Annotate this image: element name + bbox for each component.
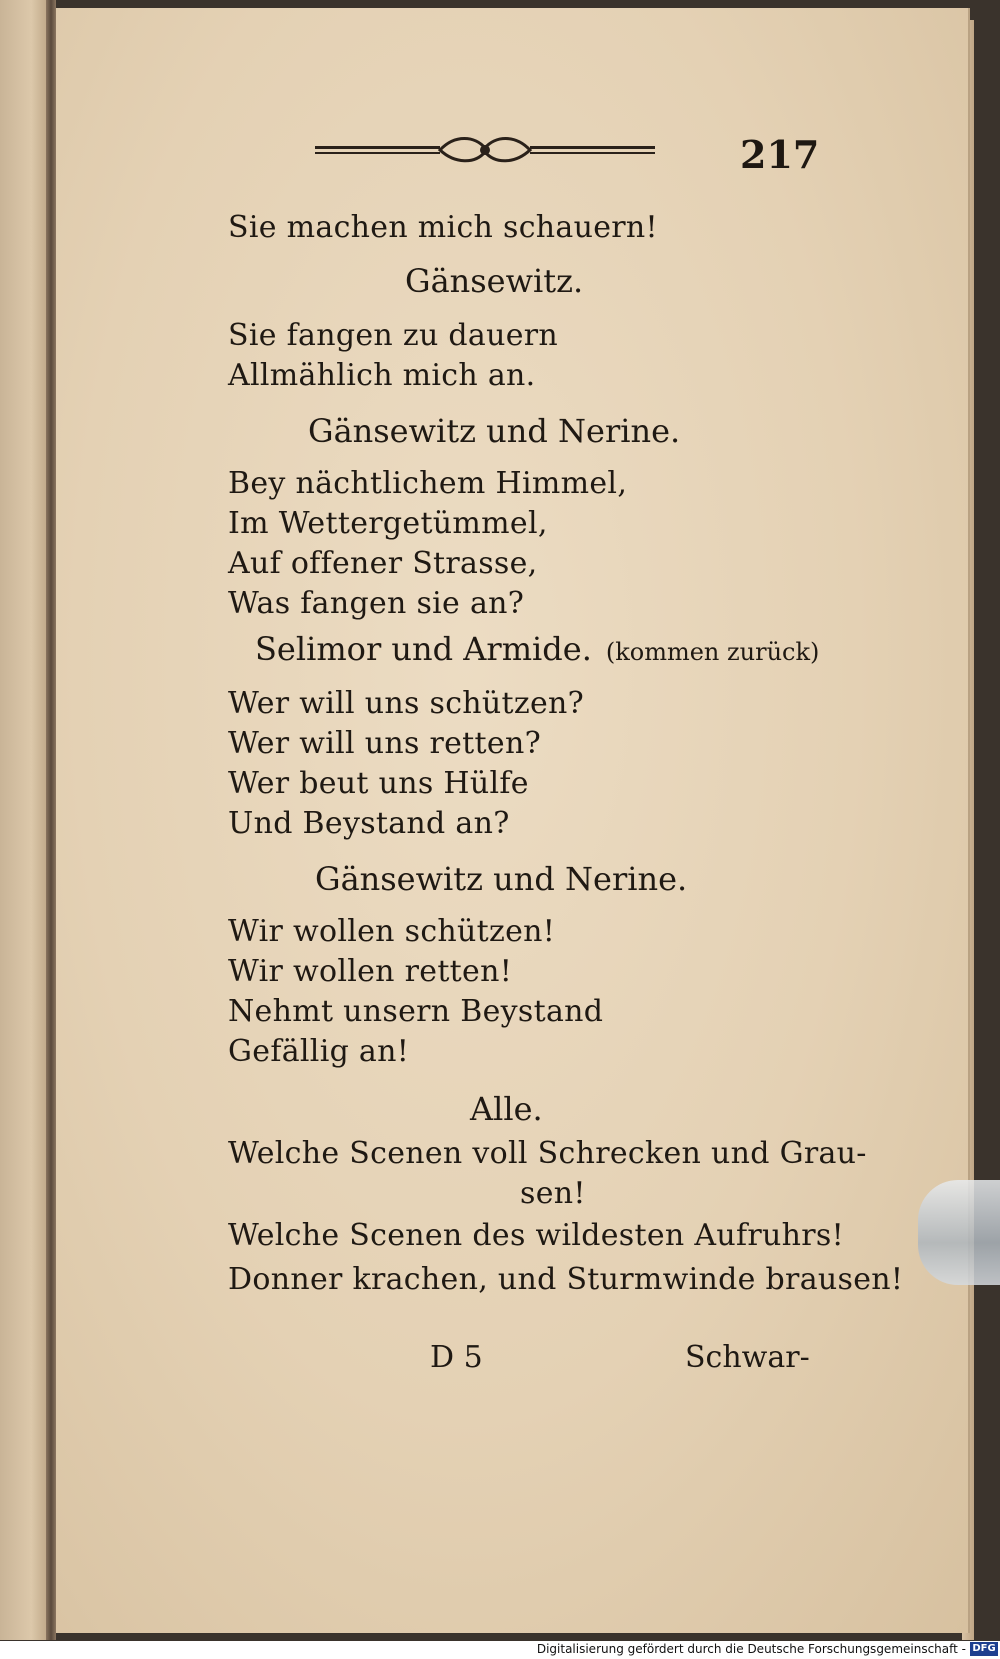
book-gutter (46, 0, 56, 1640)
stage-direction: (kommen zurück) (605, 638, 820, 666)
speaker-heading (315, 860, 687, 898)
verse-line: Wer will uns schützen? (228, 686, 585, 721)
header-ornament (315, 130, 655, 170)
verse-line: Im Wettergetümmel, (228, 506, 548, 541)
verse-line: Sie machen mich schauern! (228, 210, 658, 245)
verse-line: Gefällig an! (228, 1034, 410, 1069)
page-clip (918, 1180, 1000, 1285)
book-page (56, 8, 970, 1633)
verse-line: Auf offener Strasse, (228, 546, 538, 581)
page-number: 217 (740, 132, 820, 177)
speaker-heading (255, 630, 819, 668)
verse-line: Welche Scenen des wildesten Aufruhrs! (228, 1218, 844, 1253)
verse-line: Und Beystand an? (228, 806, 510, 841)
verse-line: Wer will uns retten? (228, 726, 541, 761)
speaker-name: Gänsewitz und Nerine. (315, 860, 688, 898)
footer-bar (0, 1641, 1000, 1659)
speaker-heading (308, 412, 680, 450)
speaker-name: Gänsewitz und Nerine. (308, 412, 681, 450)
verse-line: sen! (520, 1176, 586, 1211)
speaker-name: Gänsewitz. (405, 262, 584, 300)
verse-line: Allmählich mich an. (228, 358, 536, 393)
dfg-logo: DFG (970, 1642, 998, 1656)
funding-note: Digitalisierung gefördert durch die Deutsche Forschungsgemeinschaft - (536, 1642, 966, 1656)
speaker-heading (405, 262, 583, 300)
verse-line: Welche Scenen voll Schrecken und Grau- (228, 1136, 867, 1171)
verse-line: Wir wollen retten! (228, 954, 513, 989)
catchword: Schwar- (685, 1340, 810, 1375)
speaker-heading (470, 1090, 543, 1128)
verse-line: Nehmt unsern Beystand (228, 994, 604, 1029)
verse-line: Wir wollen schützen! (228, 914, 556, 949)
facing-page-edge (0, 0, 52, 1640)
verse-line: Wer beut uns Hülfe (228, 766, 529, 801)
speaker-name: Alle. (470, 1090, 543, 1128)
verse-line: Was fangen sie an? (228, 586, 525, 621)
speaker-name: Selimor und Armide. (255, 630, 592, 668)
verse-line: Donner krachen, und Sturmwinde brausen! (228, 1262, 904, 1297)
verse-line: Bey nächtlichem Himmel, (228, 466, 628, 501)
verse-line: Sie fangen zu dauern (228, 318, 559, 353)
signature-mark: D 5 (430, 1340, 483, 1375)
